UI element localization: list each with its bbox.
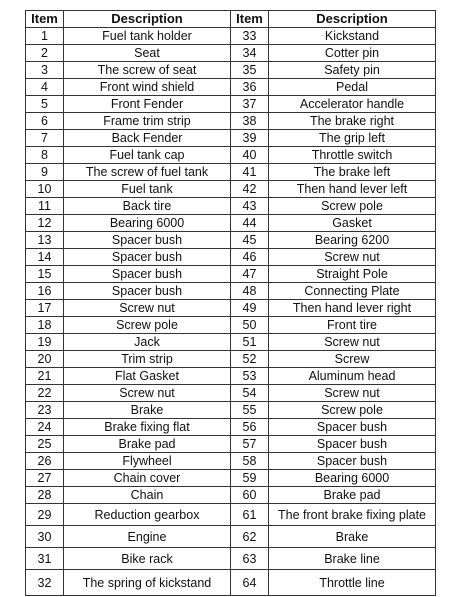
header-description-right: Description xyxy=(269,11,436,28)
item-description-right: The brake right xyxy=(269,113,436,130)
table-row xyxy=(26,62,436,79)
item-number-right: 44 xyxy=(231,215,269,232)
item-description-left: Spacer bush xyxy=(64,283,231,300)
item-description-left: Front wind shield xyxy=(64,79,231,96)
item-number-right: 64 xyxy=(231,570,269,596)
item-number-left: 6 xyxy=(26,113,64,130)
item-number-left: 23 xyxy=(26,402,64,419)
item-description-right: Then hand lever left xyxy=(269,181,436,198)
header-description-left: Description xyxy=(64,11,231,28)
item-number-right: 34 xyxy=(231,45,269,62)
item-number-left: 28 xyxy=(26,487,64,504)
item-number-right: 42 xyxy=(231,181,269,198)
item-description-left: Spacer bush xyxy=(64,232,231,249)
table-row xyxy=(26,548,436,570)
item-number-left: 20 xyxy=(26,351,64,368)
item-number-right: 60 xyxy=(231,487,269,504)
item-number-left: 10 xyxy=(26,181,64,198)
item-description-right: Straight Pole xyxy=(269,266,436,283)
item-description-right: Throttle line xyxy=(269,570,436,596)
item-number-right: 59 xyxy=(231,470,269,487)
item-description-right: Aluminum head xyxy=(269,368,436,385)
item-number-right: 39 xyxy=(231,130,269,147)
item-number-right: 33 xyxy=(231,28,269,45)
item-number-right: 49 xyxy=(231,300,269,317)
item-number-left: 8 xyxy=(26,147,64,164)
item-description-right: Screw nut xyxy=(269,385,436,402)
item-number-left: 3 xyxy=(26,62,64,79)
item-number-right: 40 xyxy=(231,147,269,164)
item-number-right: 62 xyxy=(231,526,269,548)
item-description-left: Brake pad xyxy=(64,436,231,453)
item-description-right: Screw xyxy=(269,351,436,368)
table-row xyxy=(26,470,436,487)
item-description-right: Front tire xyxy=(269,317,436,334)
item-number-left: 14 xyxy=(26,249,64,266)
item-number-left: 29 xyxy=(26,504,64,526)
item-number-right: 36 xyxy=(231,79,269,96)
item-number-left: 9 xyxy=(26,164,64,181)
item-description-left: Reduction gearbox xyxy=(64,504,231,526)
item-number-right: 45 xyxy=(231,232,269,249)
item-number-right: 57 xyxy=(231,436,269,453)
item-description-left: Bike rack xyxy=(64,548,231,570)
item-number-left: 18 xyxy=(26,317,64,334)
item-number-left: 30 xyxy=(26,526,64,548)
table-row xyxy=(26,300,436,317)
item-number-left: 26 xyxy=(26,453,64,470)
table-row xyxy=(26,198,436,215)
table-row xyxy=(26,570,436,596)
item-number-right: 46 xyxy=(231,249,269,266)
item-description-right: Then hand lever right xyxy=(269,300,436,317)
item-number-right: 38 xyxy=(231,113,269,130)
item-description-left: The screw of fuel tank xyxy=(64,164,231,181)
table-row xyxy=(26,351,436,368)
table-header-row xyxy=(26,11,436,28)
table-row xyxy=(26,283,436,300)
table-row xyxy=(26,334,436,351)
item-description-left: Spacer bush xyxy=(64,266,231,283)
item-number-left: 27 xyxy=(26,470,64,487)
item-number-right: 35 xyxy=(231,62,269,79)
item-description-right: Spacer bush xyxy=(269,453,436,470)
item-description-right: Brake line xyxy=(269,548,436,570)
table-row xyxy=(26,385,436,402)
item-number-right: 53 xyxy=(231,368,269,385)
item-description-left: Brake fixing flat xyxy=(64,419,231,436)
item-description-left: Chain cover xyxy=(64,470,231,487)
item-description-left: Trim strip xyxy=(64,351,231,368)
item-description-right: Kickstand xyxy=(269,28,436,45)
item-description-right: Throttle switch xyxy=(269,147,436,164)
item-description-right: Safety pin xyxy=(269,62,436,79)
item-description-left: Spacer bush xyxy=(64,249,231,266)
item-description-left: Back Fender xyxy=(64,130,231,147)
item-description-right: Spacer bush xyxy=(269,419,436,436)
table-row xyxy=(26,232,436,249)
item-description-right: Screw pole xyxy=(269,198,436,215)
table-row xyxy=(26,45,436,62)
item-description-left: The spring of kickstand xyxy=(64,570,231,596)
table-row xyxy=(26,419,436,436)
table-row xyxy=(26,113,436,130)
header-item-left: Item xyxy=(26,11,64,28)
item-number-right: 51 xyxy=(231,334,269,351)
item-number-left: 12 xyxy=(26,215,64,232)
item-number-right: 54 xyxy=(231,385,269,402)
table-row xyxy=(26,317,436,334)
item-number-left: 17 xyxy=(26,300,64,317)
item-number-left: 13 xyxy=(26,232,64,249)
item-description-left: Fuel tank cap xyxy=(64,147,231,164)
item-number-left: 32 xyxy=(26,570,64,596)
item-number-left: 4 xyxy=(26,79,64,96)
item-number-right: 48 xyxy=(231,283,269,300)
table-row xyxy=(26,164,436,181)
table-row xyxy=(26,368,436,385)
header-item-right: Item xyxy=(231,11,269,28)
item-description-left: Back tire xyxy=(64,198,231,215)
item-number-left: 1 xyxy=(26,28,64,45)
item-description-right: Bearing 6000 xyxy=(269,470,436,487)
item-description-left: Screw nut xyxy=(64,385,231,402)
item-description-right: Bearing 6200 xyxy=(269,232,436,249)
table-row xyxy=(26,181,436,198)
item-description-right: The grip left xyxy=(269,130,436,147)
item-description-left: Jack xyxy=(64,334,231,351)
item-description-right: Screw nut xyxy=(269,334,436,351)
item-number-left: 5 xyxy=(26,96,64,113)
item-description-right: Pedal xyxy=(269,79,436,96)
item-description-right: Connecting Plate xyxy=(269,283,436,300)
item-number-left: 15 xyxy=(26,266,64,283)
item-number-left: 24 xyxy=(26,419,64,436)
table-row xyxy=(26,266,436,283)
table-row xyxy=(26,215,436,232)
item-number-left: 19 xyxy=(26,334,64,351)
item-number-right: 43 xyxy=(231,198,269,215)
parts-table xyxy=(25,10,436,596)
item-number-right: 52 xyxy=(231,351,269,368)
item-description-left: Flywheel xyxy=(64,453,231,470)
item-description-right: Cotter pin xyxy=(269,45,436,62)
item-description-left: Screw nut xyxy=(64,300,231,317)
table-row xyxy=(26,487,436,504)
item-number-left: 7 xyxy=(26,130,64,147)
item-description-right: Gasket xyxy=(269,215,436,232)
item-number-right: 56 xyxy=(231,419,269,436)
item-number-left: 11 xyxy=(26,198,64,215)
item-description-right: Screw nut xyxy=(269,249,436,266)
table-row xyxy=(26,436,436,453)
table-row xyxy=(26,526,436,548)
item-description-left: Fuel tank holder xyxy=(64,28,231,45)
table-row xyxy=(26,504,436,526)
item-description-left: Seat xyxy=(64,45,231,62)
item-number-right: 37 xyxy=(231,96,269,113)
table-row xyxy=(26,453,436,470)
item-description-left: Bearing 6000 xyxy=(64,215,231,232)
item-description-left: The screw of seat xyxy=(64,62,231,79)
item-description-right: Accelerator handle xyxy=(269,96,436,113)
item-description-left: Chain xyxy=(64,487,231,504)
item-number-right: 47 xyxy=(231,266,269,283)
table-row xyxy=(26,402,436,419)
table-row xyxy=(26,79,436,96)
item-description-left: Screw pole xyxy=(64,317,231,334)
item-description-right: Spacer bush xyxy=(269,436,436,453)
item-number-right: 63 xyxy=(231,548,269,570)
item-description-left: Front Fender xyxy=(64,96,231,113)
item-description-left: Brake xyxy=(64,402,231,419)
item-description-right: The brake left xyxy=(269,164,436,181)
item-description-left: Fuel tank xyxy=(64,181,231,198)
item-number-left: 25 xyxy=(26,436,64,453)
item-number-left: 2 xyxy=(26,45,64,62)
item-description-left: Flat Gasket xyxy=(64,368,231,385)
item-number-right: 61 xyxy=(231,504,269,526)
item-description-left: Frame trim strip xyxy=(64,113,231,130)
item-description-right: Screw pole xyxy=(269,402,436,419)
item-number-left: 31 xyxy=(26,548,64,570)
item-description-right: The front brake fixing plate xyxy=(269,504,436,526)
item-description-right: Brake pad xyxy=(269,487,436,504)
item-number-right: 50 xyxy=(231,317,269,334)
item-number-right: 55 xyxy=(231,402,269,419)
item-number-right: 41 xyxy=(231,164,269,181)
table-row xyxy=(26,96,436,113)
table-row xyxy=(26,28,436,45)
table-row xyxy=(26,147,436,164)
table-row xyxy=(26,130,436,147)
item-description-left: Engine xyxy=(64,526,231,548)
item-number-left: 21 xyxy=(26,368,64,385)
item-number-left: 22 xyxy=(26,385,64,402)
item-description-right: Brake xyxy=(269,526,436,548)
item-number-left: 16 xyxy=(26,283,64,300)
item-number-right: 58 xyxy=(231,453,269,470)
table-row xyxy=(26,249,436,266)
